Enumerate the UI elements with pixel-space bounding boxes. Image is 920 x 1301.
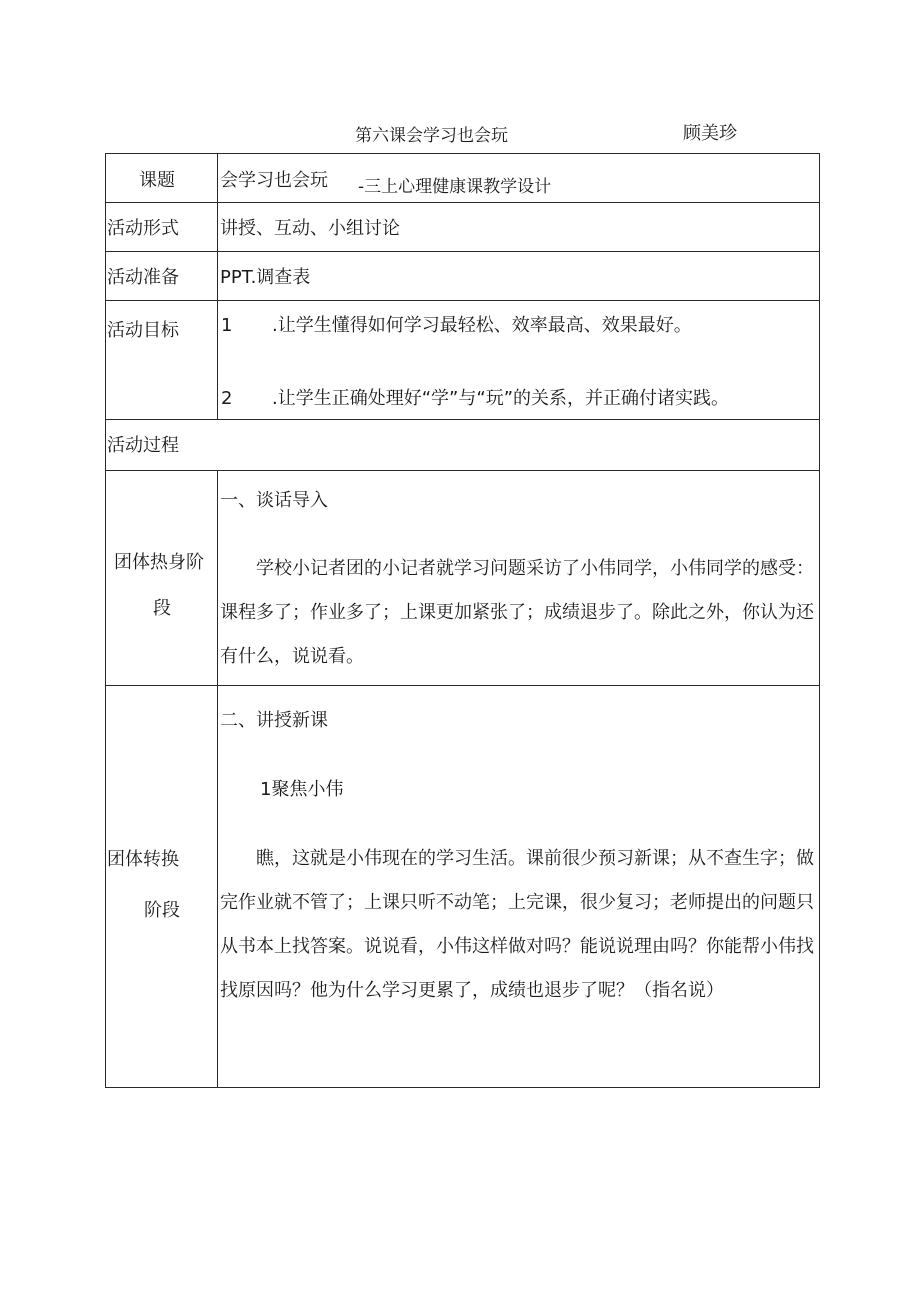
table-row-topic (106, 154, 820, 203)
transition-label-line1: 团体转换 (107, 849, 179, 870)
warmup-label-line1: 团体热身阶 (114, 552, 204, 573)
goals-value-cell (218, 301, 820, 420)
goals-label-cell (106, 301, 218, 420)
prep-value-cell (218, 252, 820, 301)
table-row-form (106, 203, 820, 252)
topic-value: 会学习也会玩 (220, 170, 328, 191)
process-label: 活动过程 (107, 435, 179, 456)
topic-value-cell (218, 154, 820, 203)
prep-value: PPT.调查表 (220, 267, 311, 288)
topic-label-cell (106, 154, 218, 203)
table-row-transition (106, 686, 820, 1088)
goal-2-text: .让学生正确处理好“学”与“玩”的关系，并正确付诸实践。 (272, 388, 730, 409)
form-value-cell (218, 203, 820, 252)
warmup-label-cell (106, 471, 218, 686)
table-row-prep (106, 252, 820, 301)
topic-subtitle: -三上心理健康课教学设计 (358, 177, 552, 197)
transition-heading: 二、讲授新课 (220, 710, 328, 731)
lesson-title: 第六课会学习也会玩 (355, 126, 508, 146)
table-row-warmup (106, 471, 820, 686)
goal-1-number: 1 (221, 315, 233, 336)
prep-label: 活动准备 (107, 267, 179, 288)
warmup-label-line2: 段 (153, 598, 171, 619)
author-name: 顾美珍 (683, 123, 737, 144)
form-value: 讲授、互动、小组讨论 (220, 218, 400, 239)
transition-subheading: 1聚焦小伟 (260, 779, 344, 800)
transition-content-cell (218, 686, 820, 1088)
goal-2-number: 2 (221, 388, 233, 409)
transition-paragraph: 瞧，这就是小伟现在的学习生活。课前很少预习新课；从不查生字；做完作业就不管了；上课只听不动笔；上完课，很少复习；老师提出的问题只从书本上找答案。说说看，小伟这样做对吗？能说说理由吗？你能帮小伟找找原因吗？他为什么学习更累了，成绩也退步了呢？（指名说） (220, 848, 814, 1001)
transition-label-line2: 阶段 (144, 900, 180, 921)
table-row-goals (106, 301, 820, 420)
process-cell (106, 420, 820, 471)
lesson-plan-table (105, 153, 820, 1088)
goals-label: 活动目标 (107, 320, 179, 341)
form-label-cell (106, 203, 218, 252)
prep-label-cell (106, 252, 218, 301)
goal-1-text: .让学生懂得如何学习最轻松、效率最高、效果最好。 (272, 315, 692, 336)
form-label: 活动形式 (107, 218, 179, 239)
topic-label: 课题 (139, 170, 175, 191)
warmup-content-cell (218, 471, 820, 686)
warmup-heading: 一、谈话导入 (220, 490, 328, 511)
transition-label-cell (106, 686, 218, 1088)
table-row-process (106, 420, 820, 471)
warmup-paragraph: 学校小记者团的小记者就学习问题采访了小伟同学，小伟同学的感受：课程多了；作业多了；上课更加紧张了；成绩退步了。除此之外，你认为还有什么，说说看。 (220, 558, 814, 667)
